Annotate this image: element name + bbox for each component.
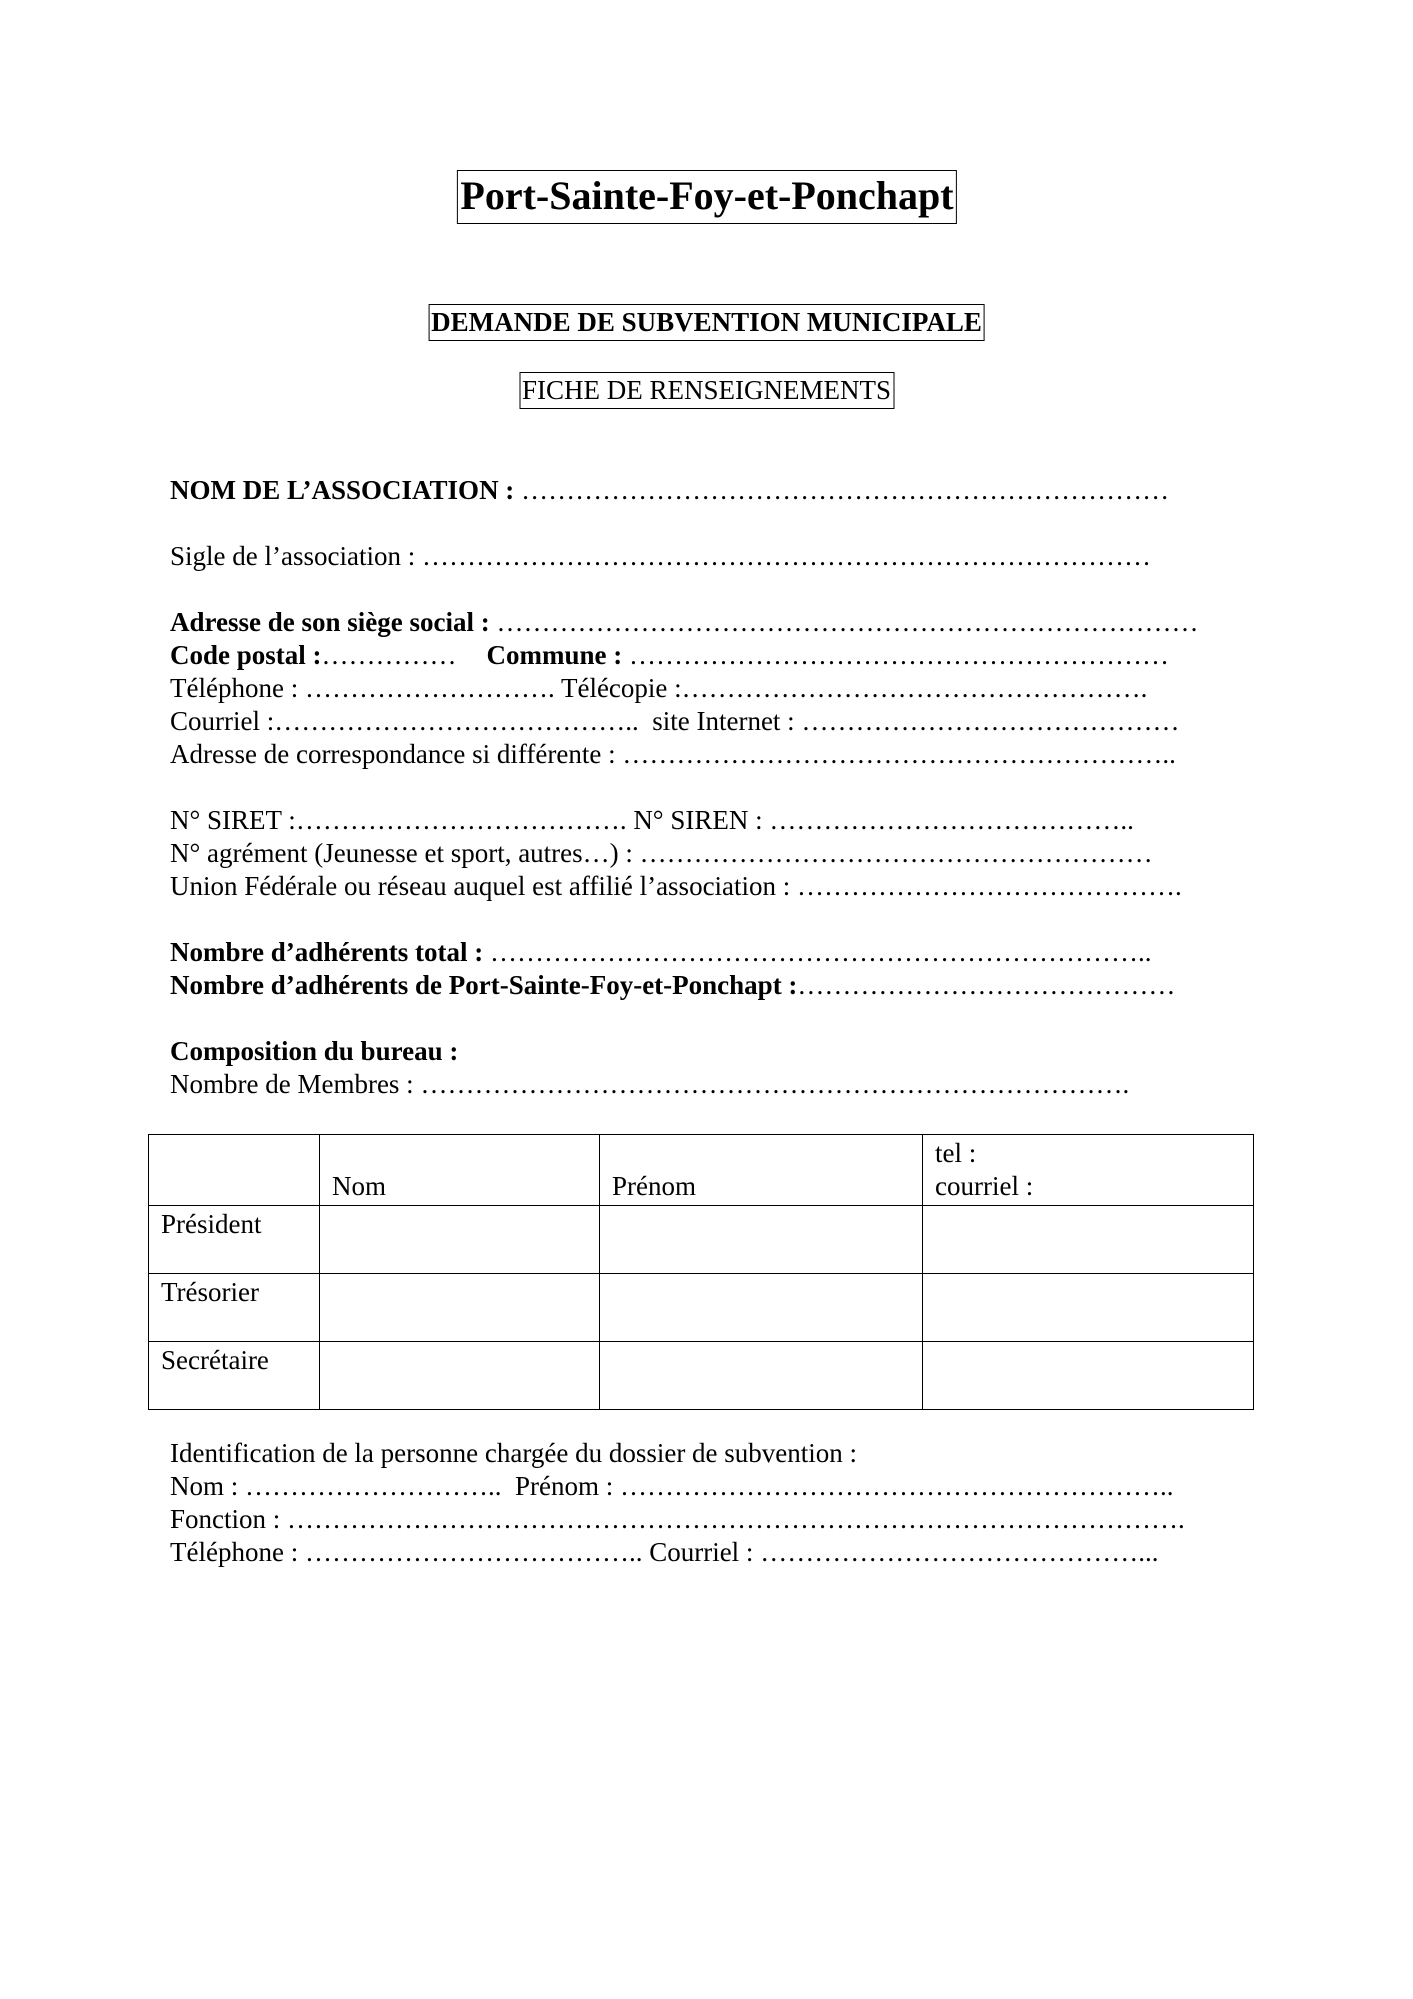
fill-in-dots: ………………………………………………………………………………………. [280,1504,1185,1534]
fill-in-dots: …………………………………… [794,706,1180,736]
fill-in-dots: ……………………………………………………………………. [413,1069,1130,1099]
field-nom-association [170,474,1270,507]
field-adresse-siege [170,606,1270,639]
field-label: Courriel : [649,1537,754,1567]
fill-in-dots: …………… [321,640,457,670]
field-label: Adresse de correspondance si différente : [170,739,616,769]
table-header-cell: Nom [320,1135,600,1206]
bureau-table [148,1134,1254,1410]
fill-in-dots: ………………………………….. [762,805,1134,835]
fill-in-dots: ………………………………. [295,805,627,835]
fill-in-dots: ………………………………….. [274,706,639,736]
fill-in-dots: ……………………………………………. [681,673,1148,703]
field-union-federale [170,870,1270,903]
table-row [149,1274,1254,1342]
field-telephone-telecopie [170,672,1270,705]
table-row-label: Trésorier [149,1274,320,1342]
table-cell[interactable] [923,1342,1254,1410]
field-label: Prénom : [515,1471,614,1501]
table-cell[interactable] [923,1274,1254,1342]
field-adherents-local [170,969,1270,1002]
field-code-postal-commune [170,639,1270,672]
contact-fonction [170,1503,1270,1536]
fill-in-dots: …………………………………… [797,970,1176,1000]
courriel-header: courriel : [935,1171,1034,1201]
field-label: Téléphone : [170,673,299,703]
association-form [170,474,1270,1101]
table-header-cell [923,1135,1254,1206]
tel-header: tel : [935,1138,977,1168]
field-composition-bureau [170,1035,1270,1068]
table-row-label: Président [149,1206,320,1274]
fill-in-dots: …………………………………………………… [622,640,1170,670]
field-label: Courriel : [170,706,275,736]
field-label: Commune : [486,640,623,670]
contact-section [170,1437,1270,1569]
table-cell[interactable] [320,1342,600,1410]
fill-in-dots: ……………………………………………………………………… [415,541,1151,571]
field-siret-siren [170,804,1270,837]
field-label: Union Fédérale ou réseau auquel est affilié l’association : [170,871,791,901]
field-label: N° SIREN : [633,805,763,835]
field-label: Sigle de l’association : [170,541,416,571]
fill-in-dots: ……………………………………. [790,871,1182,901]
fill-in-dots: ………………………. [298,673,555,703]
field-label: Téléphone : [170,1537,299,1567]
table-row [149,1206,1254,1274]
field-label: Télécopie : [560,673,682,703]
table-cell[interactable] [600,1206,923,1274]
fill-in-dots: ……………………………………………………………….. [483,937,1152,967]
field-label: Adresse de son siège social : [170,607,490,637]
field-label: Composition du bureau : [170,1036,459,1066]
fill-in-dots: …………………………………………………….. [615,739,1176,769]
fill-in-dots: …………………………………………………………………… [489,607,1199,637]
field-label: Nom : [170,1471,239,1501]
fill-in-dots: ……………………………………………………………… [514,475,1170,505]
contact-intro: Identification de la personne chargée du dossier de subvention : [170,1438,858,1468]
field-label: N° agrément (Jeunesse et sport, autres…) : [170,838,633,868]
table-row-label: Secrétaire [149,1342,320,1410]
field-label: Nombre de Membres : [170,1069,414,1099]
field-label: site Internet : [652,706,795,736]
field-nombre-membres [170,1068,1270,1101]
contact-nom-prenom [170,1470,1270,1503]
form-title: FICHE DE RENSEIGNEMENTS [519,372,894,409]
table-cell[interactable] [923,1206,1254,1274]
field-label: Fonction : [170,1504,281,1534]
field-agrement [170,837,1270,870]
field-label: NOM DE L’ASSOCIATION : [170,475,515,505]
contact-telephone-courriel [170,1536,1270,1569]
table-header-cell [149,1135,320,1206]
field-label: Nombre d’adhérents total : [170,937,484,967]
table-cell[interactable] [320,1206,600,1274]
fill-in-dots: ……………………………………... [753,1537,1159,1567]
table-row [149,1342,1254,1410]
commune-title: Port-Sainte-Foy-et-Ponchapt [456,170,956,224]
field-courriel-site [170,705,1270,738]
field-adherents-total [170,936,1270,969]
request-title: DEMANDE DE SUBVENTION MUNICIPALE [428,304,985,341]
field-adresse-correspondance [170,738,1270,771]
fill-in-dots: ………………………………………………… [632,838,1153,868]
table-header-row [149,1135,1254,1206]
table-header-cell: Prénom [600,1135,923,1206]
table-cell[interactable] [320,1274,600,1342]
table-cell[interactable] [600,1342,923,1410]
table-cell[interactable] [600,1274,923,1342]
fill-in-dots: ……………………….. [238,1471,502,1501]
fill-in-dots: ……………………………….. [298,1537,643,1567]
fill-in-dots: …………………………………………………….. [613,1471,1174,1501]
field-label: Nombre d’adhérents de Port-Sainte-Foy-et-Ponchapt : [170,970,798,1000]
field-sigle [170,540,1270,573]
field-label: Code postal : [170,640,322,670]
field-label: N° SIRET : [170,805,296,835]
